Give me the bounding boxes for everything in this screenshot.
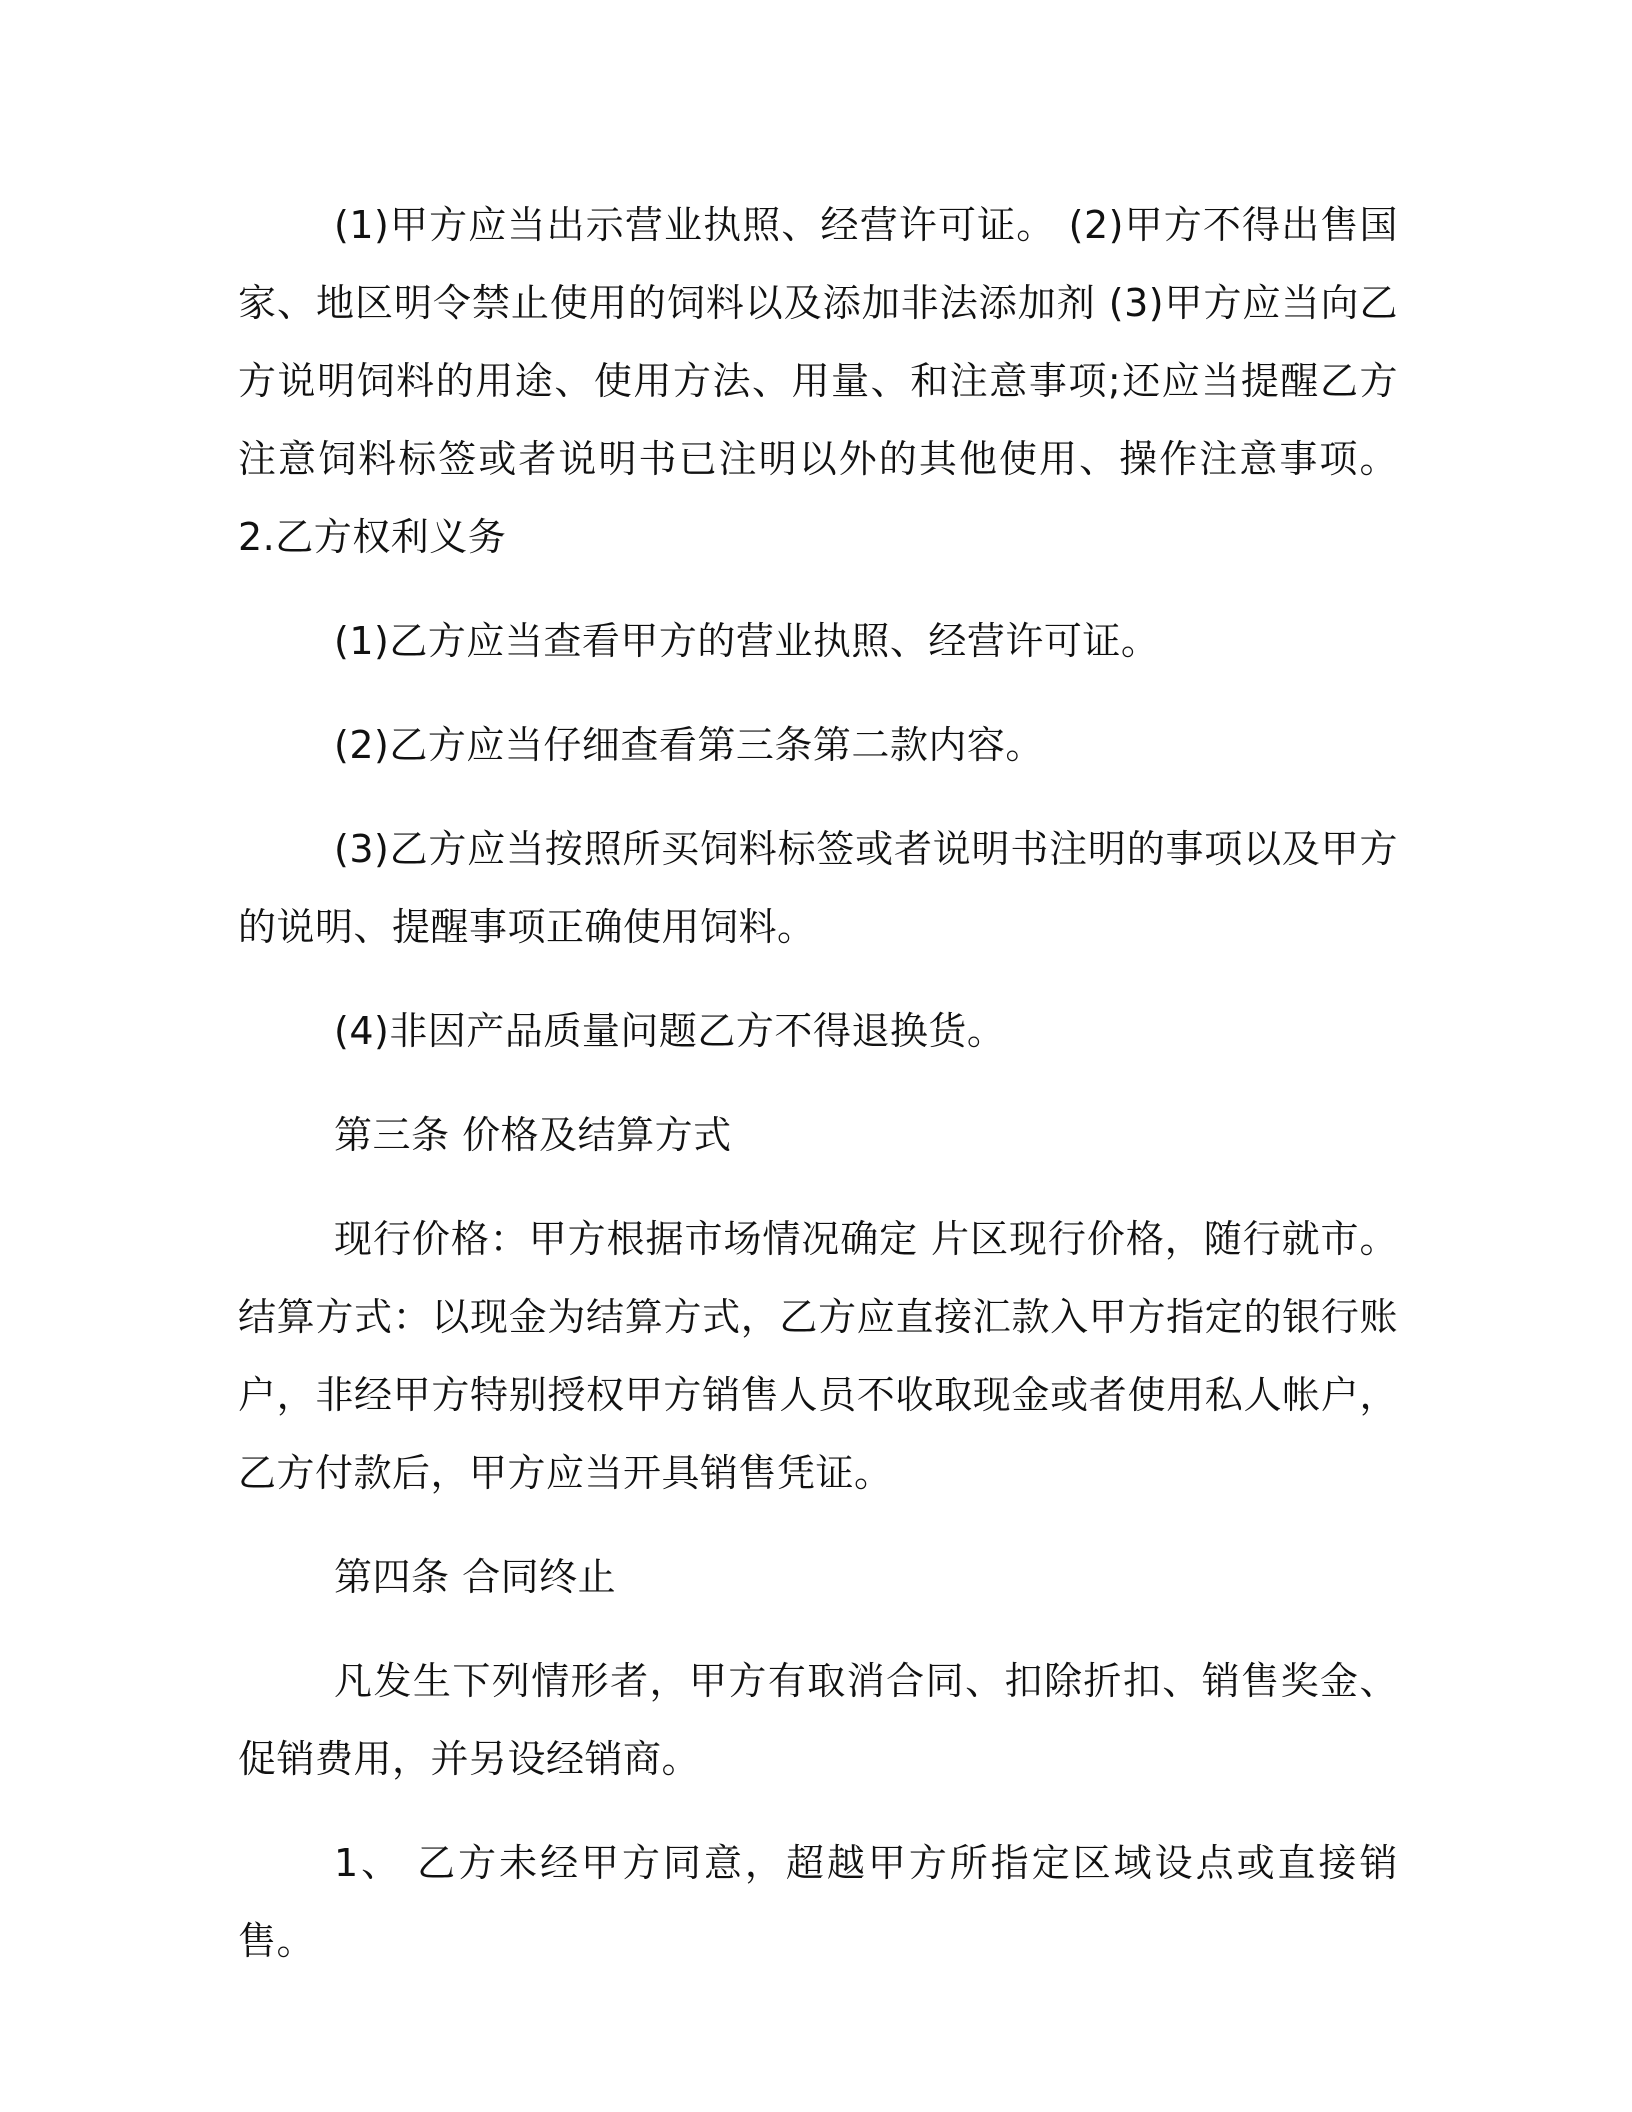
paragraph-party-a-obligations: (1)甲方应当出示营业执照、经营许可证。 (2)甲方不得出售国家、地区明令禁止使用的饲料以及添加非法添加剂 (3)甲方应当向乙方说明饲料的用途、使用方法、用量、和注意事项;还应当提醒乙方注意饲料标签或者说明书已注明以外的其他使用、操作注意事项。 2.乙方权利义务 (238, 203, 1398, 559)
document-page (238, 186, 1398, 1980)
paragraph-price-settlement: 现行价格：甲方根据市场情况确定 片区现行价格，随行就市。结算方式：以现金为结算方式，乙方应直接汇款入甲方指定的银行账户，非经甲方特别授权甲方销售人员不收取现金或者使用私人帐户，乙方付款后，甲方应当开具销售凭证。 (238, 1217, 1398, 1495)
paragraph-party-b-item-1: (1)乙方应当查看甲方的营业执照、经营许可证。 (334, 619, 1160, 663)
paragraph-termination-item-1: 1、 乙方未经甲方同意，超越甲方所指定区域设点或直接销售。 (238, 1841, 1398, 1963)
paragraph-termination-conditions: 凡发生下列情形者，甲方有取消合同、扣除折扣、销售奖金、促销费用，并另设经销商。 (238, 1659, 1398, 1781)
section-heading-article-3: 第三条 价格及结算方式 (334, 1113, 732, 1157)
paragraph-party-b-item-3: (3)乙方应当按照所买饲料标签或者说明书注明的事项以及甲方的说明、提醒事项正确使用饲料。 (238, 827, 1398, 949)
paragraph-party-b-item-4: (4)非因产品质量问题乙方不得退换货。 (334, 1009, 1006, 1053)
section-heading-article-4: 第四条 合同终止 (334, 1555, 617, 1599)
paragraph-party-b-item-2: (2)乙方应当仔细查看第三条第二款内容。 (334, 723, 1044, 767)
